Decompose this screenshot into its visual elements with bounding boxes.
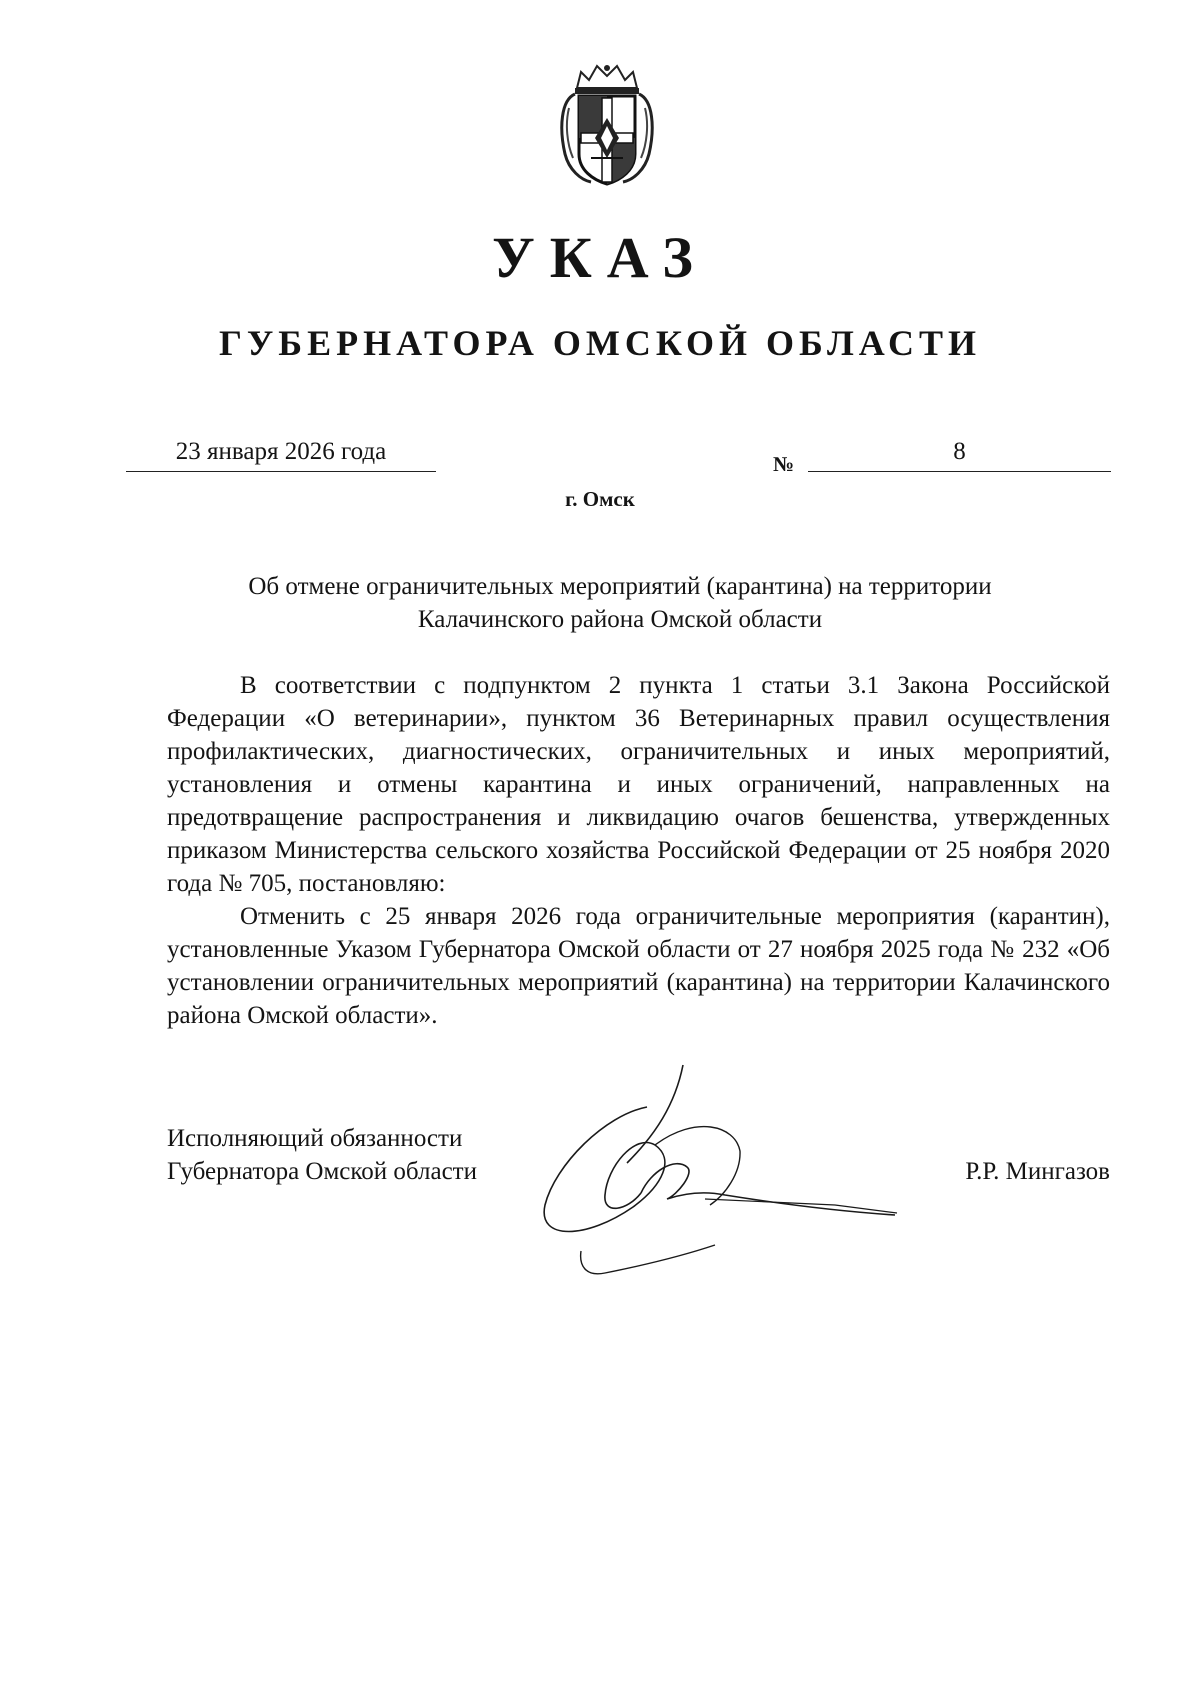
position-line-1: Исполняющий обязанности — [167, 1125, 463, 1152]
body-paragraph-1: В соответствии с подпунктом 2 пункта 1 статьи 3.1 Закона Российской Федерации «О ветеринарии», пунктом 36 Ветеринарных правил осуществления профилактических, диагностических, ограничительных и иных мероприятий, установления и отмены карантина и иных ограничений, направленных на предотвращение распространения и ликвидацию очагов бешенства, утвержденных приказом Министерства сельского хозяйства Российской Федерации от 25 ноября 2020 года № 705, постановляю: — [167, 672, 1110, 897]
decree-city: г. Омск — [565, 487, 635, 511]
signatory-name: Р.Р. Мингазов — [965, 1158, 1110, 1185]
issuer-title: ГУБЕРНАТОРА ОМСКОЙ ОБЛАСТИ — [218, 323, 982, 363]
subject-line-1: Об отмене ограничительных мероприятий (карантина) на территории — [248, 573, 992, 600]
signatory-position — [167, 1122, 477, 1188]
body-paragraph-2: Отменить с 25 января 2026 года ограничительные мероприятия (карантин), установленные Указом Губернатора Омской области от 27 ноября 2025 года № 232 «Об установлении ограничительных мероприятий (карантина) на территории Калачинского района Омской области». — [167, 903, 1110, 1029]
number-sign: № — [773, 452, 795, 476]
decree-body — [167, 669, 1110, 1032]
decree-date: 23 января 2026 года — [126, 437, 436, 472]
subject-line-2: Калачинского района Омской области — [417, 606, 823, 633]
position-line-2: Губернатора Омской области — [167, 1158, 477, 1185]
handwritten-signature — [535, 1055, 920, 1290]
coat-of-arms-icon — [555, 58, 659, 188]
decree-title: УКАЗ — [492, 225, 708, 290]
decree-number: 8 — [808, 437, 1111, 472]
decree-subject — [160, 570, 1080, 636]
